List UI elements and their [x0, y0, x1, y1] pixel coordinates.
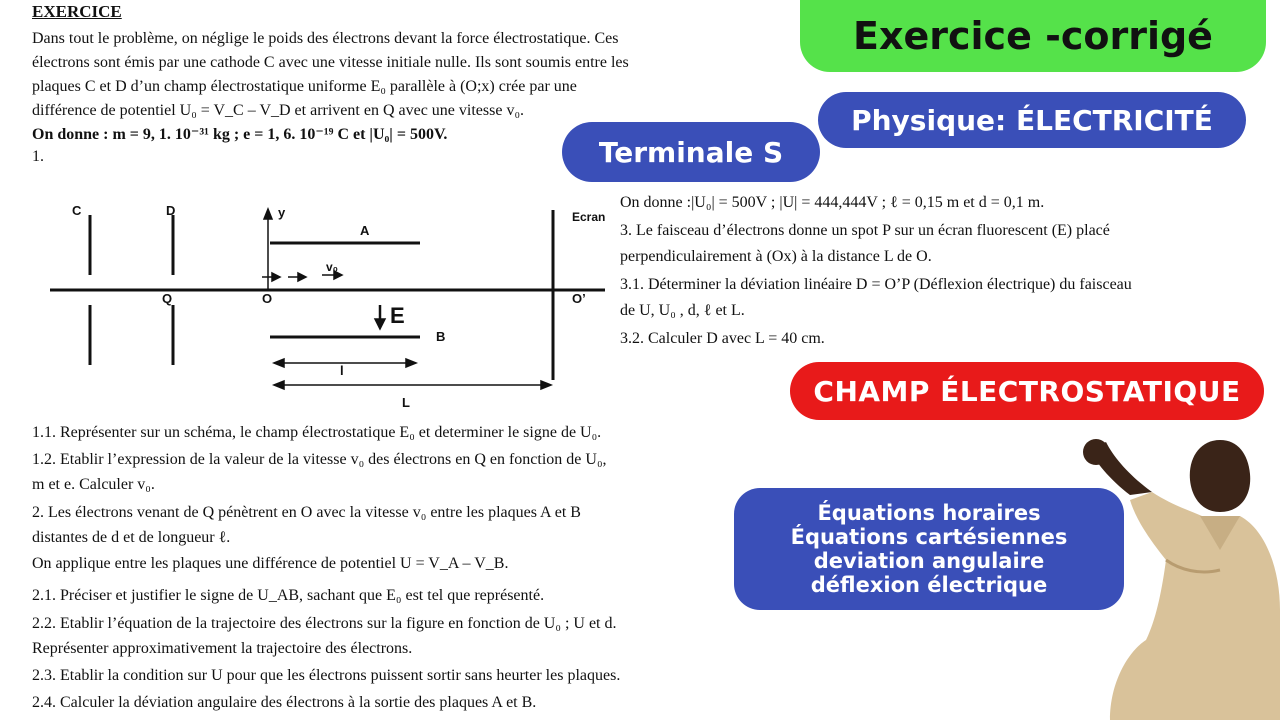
intro-line: Dans tout le problème, on néglige le poids des électrons devant la force électrostatique. Ces [32, 30, 619, 47]
right-line: On donne :|U₀| = 500V ; |U| = 444,444V ; ℓ = 0,15 m et d = 0,1 m. [620, 194, 1045, 211]
corrige-banner: Exercice -corrigé [800, 0, 1266, 72]
label-a: A [360, 223, 370, 238]
label-o: O [262, 291, 273, 306]
question-line: 2.4. Calculer la déviation angulaire des électrons à la sortie des plaques A et B. [32, 694, 537, 711]
electron-deflection-diagram [40, 195, 620, 420]
champ-badge: CHAMP ÉLECTROSTATIQUE [790, 362, 1264, 420]
question-line: 2.3. Etablir la condition sur U pour que les électrons puissent sortir sans heurter les plaques. [32, 667, 621, 684]
label-v0: v₀ [326, 260, 339, 274]
topic-item: déflexion électrique [810, 573, 1048, 597]
label-q: Q [162, 291, 173, 306]
topic-item: Équations horaires [817, 501, 1041, 525]
question-line: Représenter approximativement la trajectoire des électrons. [32, 640, 413, 657]
question-line: 1.1. Représenter sur un schéma, le champ électrostatique E₀ et determiner le signe de U₀. [32, 424, 602, 441]
topic-item: Équations cartésiennes [790, 525, 1068, 549]
question-number: 1. [32, 148, 44, 165]
label-o-prime: O’ [572, 291, 586, 306]
intro-given-values: On donne : m = 9, 1. 10⁻³¹ kg ; e = 1, 6. 10⁻¹⁹ C et |U₀| = 500V. [32, 126, 448, 143]
question-line: 1.2. Etablir l’expression de la valeur de la vitesse v₀ des électrons en Q en fonction de U₀, [32, 451, 607, 468]
right-line: perpendiculairement à (Ox) à la distance L de O. [620, 248, 932, 265]
question-line: m et e. Calculer v₀. [32, 476, 155, 493]
intro-line: plaques C et D d’un champ électrostatique uniforme E₀ parallèle à (O;x) crée par une [32, 78, 577, 95]
label-l-big: L [402, 395, 410, 410]
topics-badge [734, 488, 1124, 610]
intro-line: électrons sont émis par une cathode C avec une vitesse initiale nulle. Ils sont soumis entre les [32, 54, 629, 71]
label-b: B [436, 329, 446, 344]
label-y: y [278, 205, 286, 220]
label-d: D [166, 203, 176, 218]
terminale-badge: Terminale S [562, 122, 820, 182]
label-e: E [390, 303, 405, 328]
question-line: 2.1. Préciser et justifier le signe de U_AB, sachant que E₀ est tel que représenté. [32, 587, 545, 604]
question-line: distantes de d et de longueur ℓ. [32, 529, 231, 546]
label-l-small: l [340, 363, 344, 378]
right-line: 3.1. Déterminer la déviation linéaire D = O’P (Déflexion électrique) du faisceau [620, 276, 1132, 293]
question-line: On applique entre les plaques une différence de potentiel U = V_A – V_B. [32, 555, 509, 572]
intro-line: différence de potentiel U₀ = V_C – V_D et arrivent en Q avec une vitesse v₀. [32, 102, 525, 119]
physique-badge: Physique: ÉLECTRICITÉ [818, 92, 1246, 148]
question-line: 2.2. Etablir l’équation de la trajectoire des électrons sur la figure en fonction de U₀ ; U et d. [32, 615, 617, 632]
exercise-title: EXERCICE [32, 2, 122, 21]
right-line: de U, U₀ , d, ℓ et L. [620, 302, 745, 319]
label-screen: Ecran [572, 210, 606, 224]
right-line: 3.2. Calculer D avec L = 40 cm. [620, 330, 825, 347]
label-c: C [72, 203, 82, 218]
y-axis-arrow [264, 209, 272, 219]
right-line: 3. Le faisceau d’électrons donne un spot P sur un écran fluorescent (E) placé [620, 222, 1110, 239]
topic-item: deviation angulaire [813, 549, 1045, 573]
question-line: 2. Les électrons venant de Q pénètrent en O avec la vitesse v₀ entre les plaques A et B [32, 504, 581, 521]
